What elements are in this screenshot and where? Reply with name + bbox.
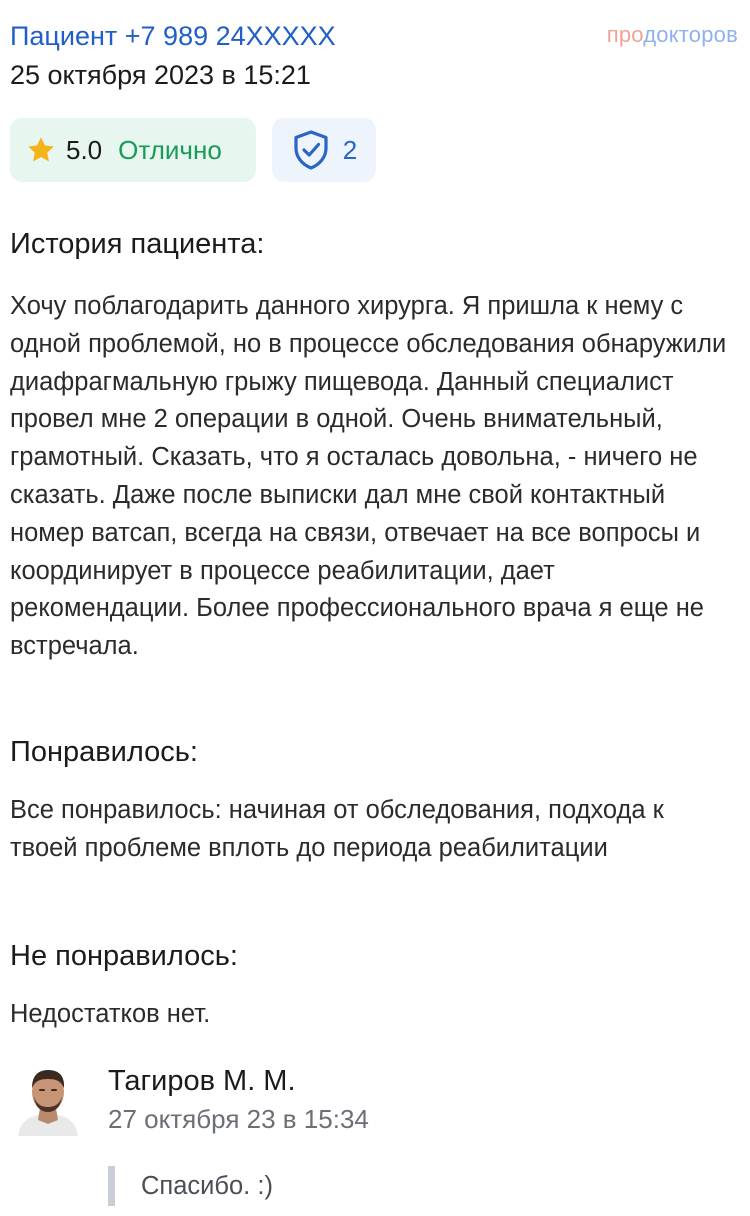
review-badges — [10, 118, 376, 182]
brand-logo-part1: про — [606, 22, 644, 47]
disliked-heading: Не понравилось: — [10, 940, 238, 972]
reply-text: Спасибо. :) — [108, 1166, 273, 1206]
brand-logo-part2: докторов — [643, 22, 738, 47]
review-date: 25 октября 2023 в 15:21 — [10, 60, 311, 90]
story-section — [10, 226, 732, 666]
brand-logo — [607, 22, 738, 48]
liked-heading: Понравилось: — [10, 736, 198, 768]
verified-count: 2 — [342, 134, 358, 165]
doctor-name[interactable]: Тагиров М. М. — [108, 1065, 296, 1097]
verified-badge[interactable] — [272, 118, 376, 182]
shield-check-icon — [291, 129, 331, 171]
star-icon — [26, 135, 56, 165]
disliked-text: Недостатков нет. — [10, 1000, 211, 1028]
liked-section — [10, 734, 732, 868]
doctor-avatar[interactable] — [14, 1062, 82, 1136]
liked-text: Все понравилось: начиная от обследования, подхода к твоей проблеме вплоть до периода реабилитации — [10, 796, 664, 862]
disliked-section — [10, 938, 732, 1034]
reply-date: 27 октября 23 в 15:34 — [108, 1104, 369, 1134]
review-header — [10, 18, 738, 94]
review-author-link[interactable]: Пациент +7 989 24XXXXX — [10, 21, 336, 51]
story-heading: История пациента: — [10, 228, 265, 260]
rating-badge[interactable] — [10, 118, 256, 182]
rating-label: Отлично — [118, 134, 222, 165]
story-text: Хочу поблагодарить данного хирурга. Я пришла к нему с одной проблемой, но в процессе обследования обнаружили диафрагмальную грыжу пищевода. Данный специалист провел мне 2 операции в одной. Очень внимательный, грамотный. Сказать, что я осталась довольна, - ничего не сказать. Даже после выписки дал мне свой контактный номер ватсап, всегда на связи, отвечает на все вопросы и координирует в процессе реабилитации, дает рекомендации. Более профессионального врача я еще не встречала. — [10, 292, 727, 661]
rating-value: 5.0 — [66, 134, 103, 165]
